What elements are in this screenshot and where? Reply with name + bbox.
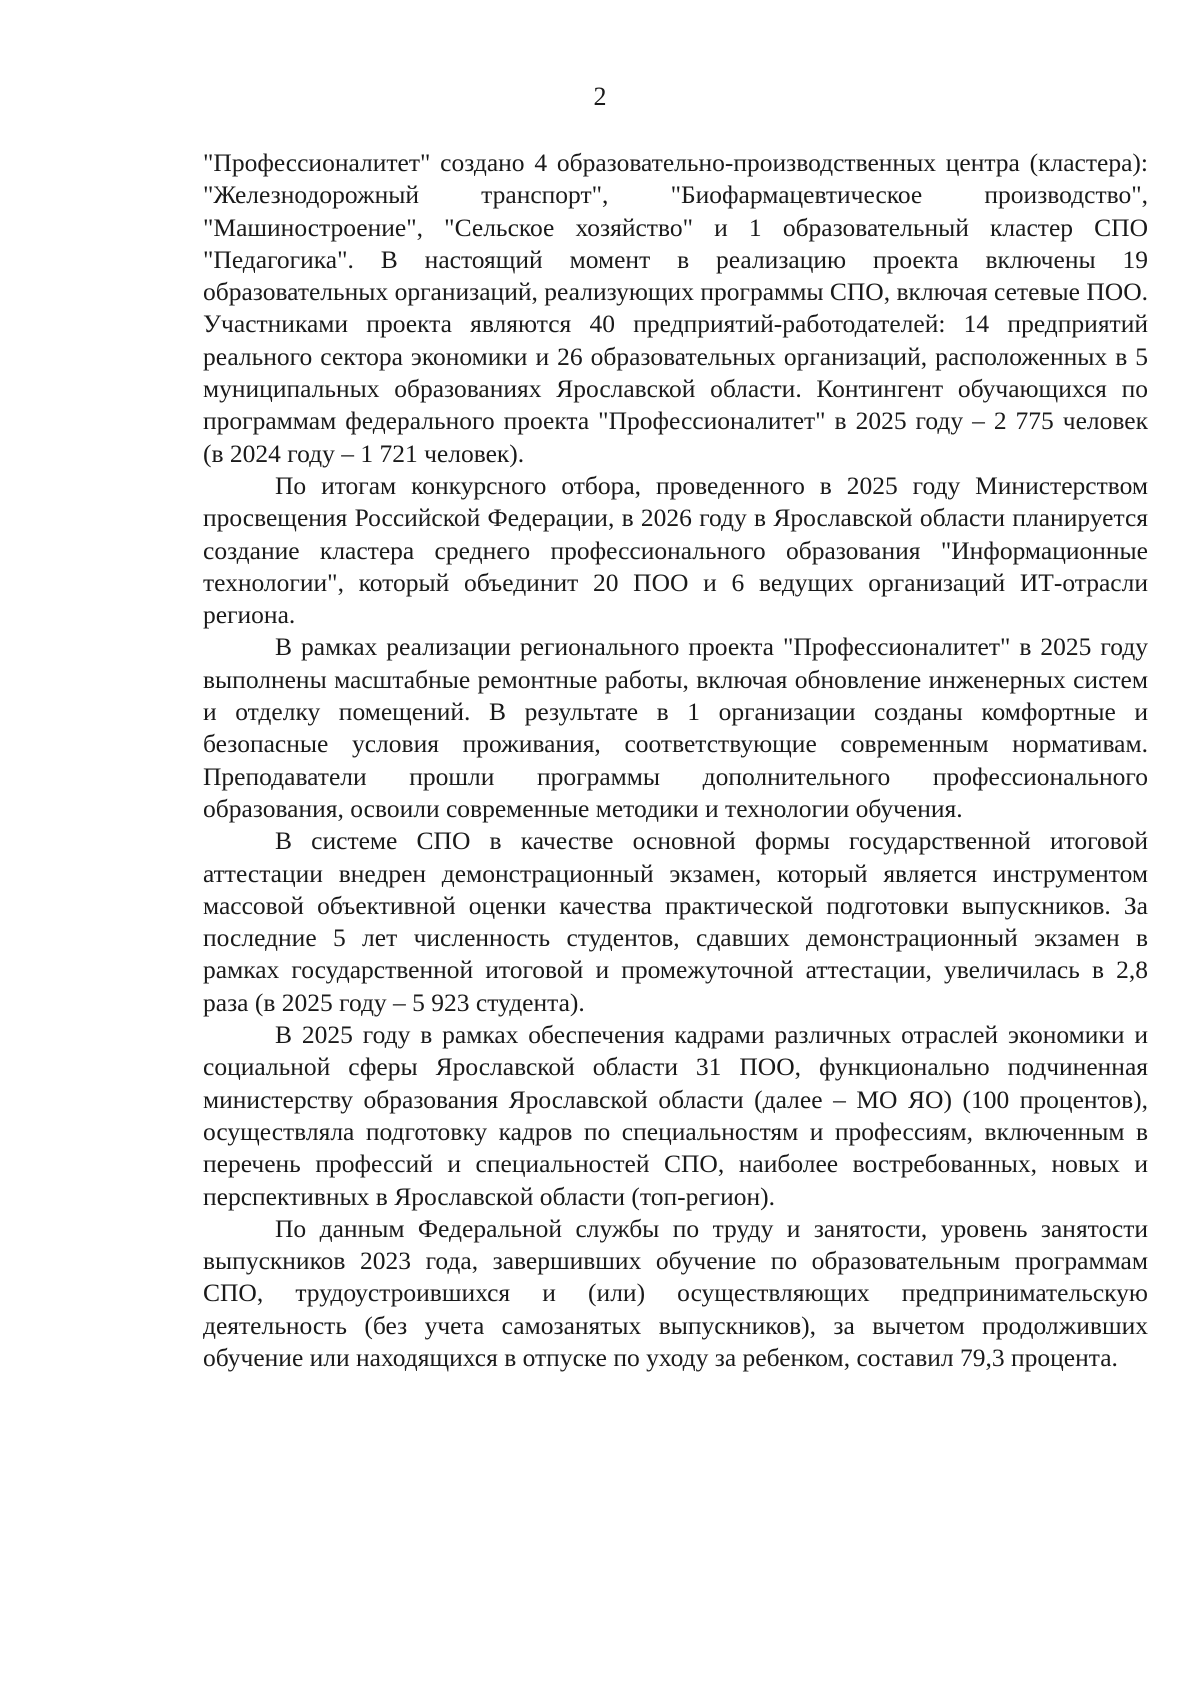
paragraph-competition: По итогам конкурсного отбора, проведенного в 2025 году Министерством просвещения Российской Федерации, в 2026 году в Ярославской области планируется создание кластера среднего профессионального образования "Информационные технологии", который объединит 20 ПОО и 6 ведущих организаций ИТ-отрасли региона. xyxy=(203,470,1148,630)
document-body xyxy=(203,147,1148,1374)
paragraph-projects: "Профессионалитет" создано 4 образовательно-производственных центра (кластера): "Железнодорожный транспорт", "Биофармацевтическое производство", "Машиностроение", "Сельское хозяйство" и 1 образовательный кластер СПО "Педагогика". В настоящий момент в реализацию проекта включены 19 образовательных организаций, реализующих программы СПО, включая сетевые ПОО. Участниками проекта являются 40 предприятий-работодателей: 14 предприятий реального сектора экономики и 26 образовательных организаций, расположенных в 5 муниципальных образованиях Ярославской области. Контингент обучающихся по программам федерального проекта "Профессионалитет" в 2025 году – 2 775 человек (в 2024 году – 1 721 человек). xyxy=(203,148,1148,468)
paragraph-renovation: В рамках реализации регионального проекта "Профессионалитет" в 2025 году выполнены масштабные ремонтные работы, включая обновление инженерных систем и отделку помещений. В результате в 1 организации созданы комфортные и безопасные условия проживания, соответствующие современным нормативам. Преподаватели прошли программы дополнительного профессионального образования, освоили современные методики и технологии обучения. xyxy=(203,632,1148,823)
paragraph-demo-exam: В системе СПО в качестве основной формы государственной итоговой аттестации внедрен демонстрационный экзамен, который является инструментом массовой объективной оценки качества практической подготовки выпускников. За последние 5 лет численность студентов, сдавших демонстрационный экзамен в рамках государственной итоговой и промежуточной аттестации, увеличилась в 2,8 раза (в 2025 году – 5 923 студента). xyxy=(203,826,1148,1017)
page-number: 2 xyxy=(593,82,607,111)
paragraph-workforce: В 2025 году в рамках обеспечения кадрами различных отраслей экономики и социальной сферы Ярославской области 31 ПОО, функционально подчиненная министерству образования Ярославской области (далее – МО ЯО) (100 процентов), осуществляла подготовку кадров по специальностям и профессиям, включенным в перечень профессий и специальностей СПО, наиболее востребованных, новых и перспективных в Ярославской области (топ-регион). xyxy=(203,1020,1148,1211)
paragraph-employment: По данным Федеральной службы по труду и занятости, уровень занятости выпускников 2023 года, завершивших обучение по образовательным программам СПО, трудоустроившихся и (или) осуществляющих предпринимательскую деятельность (без учета самозанятых выпускников), за вычетом продолживших обучение или находящихся в отпуске по уходу за ребенком, составил 79,3 процента. xyxy=(203,1213,1148,1372)
